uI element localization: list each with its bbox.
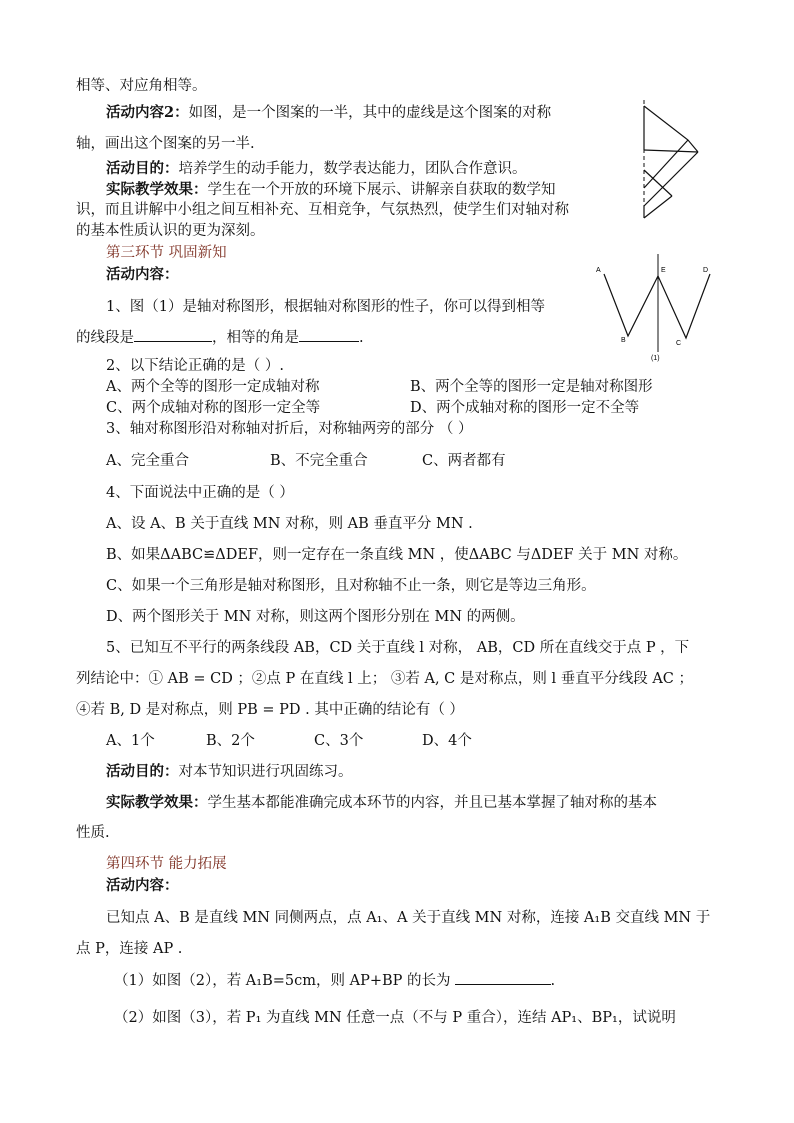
- label-a: A: [596, 267, 601, 274]
- half-pattern-figure: [630, 98, 710, 220]
- figure-caption: (1): [651, 355, 660, 362]
- problem-text: 已知点 A、B 是直线 MN 同侧两点，点 A₁、A 关于直线 MN 对称，连接 A₁B 交直线 MN 于: [106, 910, 711, 926]
- question-4: 4、下面说法中正确的是（ ）: [106, 485, 294, 501]
- option-d: D、4个: [422, 733, 472, 749]
- question-5-line3: ④若 B, D 是对称点，则 PB = PD . 其中正确的结论有（ ）: [76, 702, 464, 718]
- text: 对本节知识进行巩固练习。: [178, 764, 353, 780]
- text-line: 轴，画出这个图案的另一半.: [76, 136, 255, 152]
- section-title: 第四环节 能力拓展: [106, 856, 227, 872]
- section-title: 第三环节 巩固新知: [106, 245, 227, 261]
- text: 学生基本都能准确完成本环节的内容，并且已基本掌握了轴对称的基本: [207, 795, 657, 811]
- option-c: C、3个: [314, 733, 364, 749]
- question-1: 1、图（1）是轴对称图形，根据轴对称图形的性子，你可以得到相等: [106, 299, 545, 315]
- question-5: 5、已知互不平行的两条线段 AB，CD 关于直线 l 对称， AB，CD 所在直线交于点 P ，下: [106, 640, 690, 656]
- label: 活动内容2：: [106, 104, 189, 121]
- question-1-blanks: [76, 327, 364, 348]
- option-a: A、设 A、B 关于直线 MN 对称，则 AB 垂直平分 MN .: [106, 516, 473, 532]
- question-5-line2: 列结论中：① AB = CD ；②点 P 在直线 l 上； ③若 A, C 是对称点，则 l 垂直平分线段 AC ；: [76, 671, 694, 687]
- text: 如图，是一个图案的一半，其中的虚线是这个图案的对称: [188, 105, 552, 121]
- teaching-effect: [106, 793, 657, 813]
- label: 活动目的：: [106, 763, 179, 780]
- teaching-effect: [106, 180, 556, 200]
- text: 学生在一个开放的环境下展示、讲解亲自获取的数学知: [207, 182, 556, 198]
- text: （1）如图（2），若 A₁B=5cm，则 AP+BP 的长为: [114, 973, 451, 989]
- option-d: D、两个图形关于 MN 对称，则这两个图形分别在 MN 的两侧。: [106, 609, 525, 625]
- sub-question-2: （2）如图（3），若 P₁ 为直线 MN 任意一点（不与 P 重合），连结 AP₁、BP₁，试说明: [114, 1010, 676, 1026]
- option-a: A、1个: [106, 733, 155, 749]
- text: .: [550, 973, 556, 989]
- text: 培养学生的动手能力，数学表达能力，团队合作意识。: [178, 161, 527, 177]
- text-line: 相等、对应角相等。: [76, 78, 207, 94]
- option-c: C、如果一个三角形是轴对称图形，且对称轴不止一条，则它是等边三角形。: [106, 578, 596, 594]
- question-3: 3、轴对称图形沿对称轴对折后，对称轴两旁的部分 （ ）: [106, 421, 473, 437]
- option-c: C、两个成轴对称的图形一定全等: [106, 400, 321, 416]
- problem-text: 点 P，连接 AP .: [76, 941, 183, 957]
- option-b: B、2个: [206, 733, 255, 749]
- activity-goal: [106, 762, 353, 782]
- option-a: A、两个全等的图形一定成轴对称: [106, 379, 320, 395]
- text-line: 识，而且讲解中小组之间互相补充、互相竞争，气氛热烈，使学生们对轴对称: [76, 202, 569, 218]
- text: .: [359, 330, 364, 346]
- label: 活动目的：: [106, 160, 179, 177]
- activity-content-label: 活动内容：: [106, 266, 179, 283]
- label-e: E: [661, 267, 666, 274]
- sub-question-1: [114, 970, 555, 991]
- text-line: 性质.: [76, 825, 110, 841]
- answer-blank[interactable]: [134, 327, 212, 342]
- label-d: D: [703, 267, 709, 274]
- option-b: B、两个全等的图形一定是轴对称图形: [410, 379, 653, 395]
- figure-1: [590, 252, 720, 364]
- question-2: 2、以下结论正确的是（ ）.: [106, 358, 284, 374]
- activity-content-label: 活动内容：: [106, 877, 179, 894]
- activity-content-2: [106, 103, 551, 123]
- label-b: B: [621, 337, 626, 344]
- label: 实际教学效果：: [106, 181, 208, 198]
- option-c: C、两者都有: [422, 453, 506, 469]
- option-a: A、完全重合: [106, 453, 189, 469]
- answer-blank[interactable]: [455, 970, 551, 985]
- activity-goal: [106, 159, 527, 179]
- option-b: B、不完全重合: [270, 453, 368, 469]
- option-b: B、如果ΔABC≌ΔDEF，则一定存在一条直线 MN ，使ΔABC 与ΔDEF 关于 MN 对称。: [106, 547, 688, 563]
- answer-blank[interactable]: [299, 327, 359, 342]
- label: 实际教学效果：: [106, 794, 208, 811]
- option-d: D、两个成轴对称的图形一定不全等: [410, 400, 640, 416]
- text: 的线段是: [76, 330, 134, 346]
- label-c: C: [676, 340, 682, 347]
- text-line: 的基本性质认识的更为深刻。: [76, 223, 265, 239]
- text: ，相等的角是: [212, 330, 299, 346]
